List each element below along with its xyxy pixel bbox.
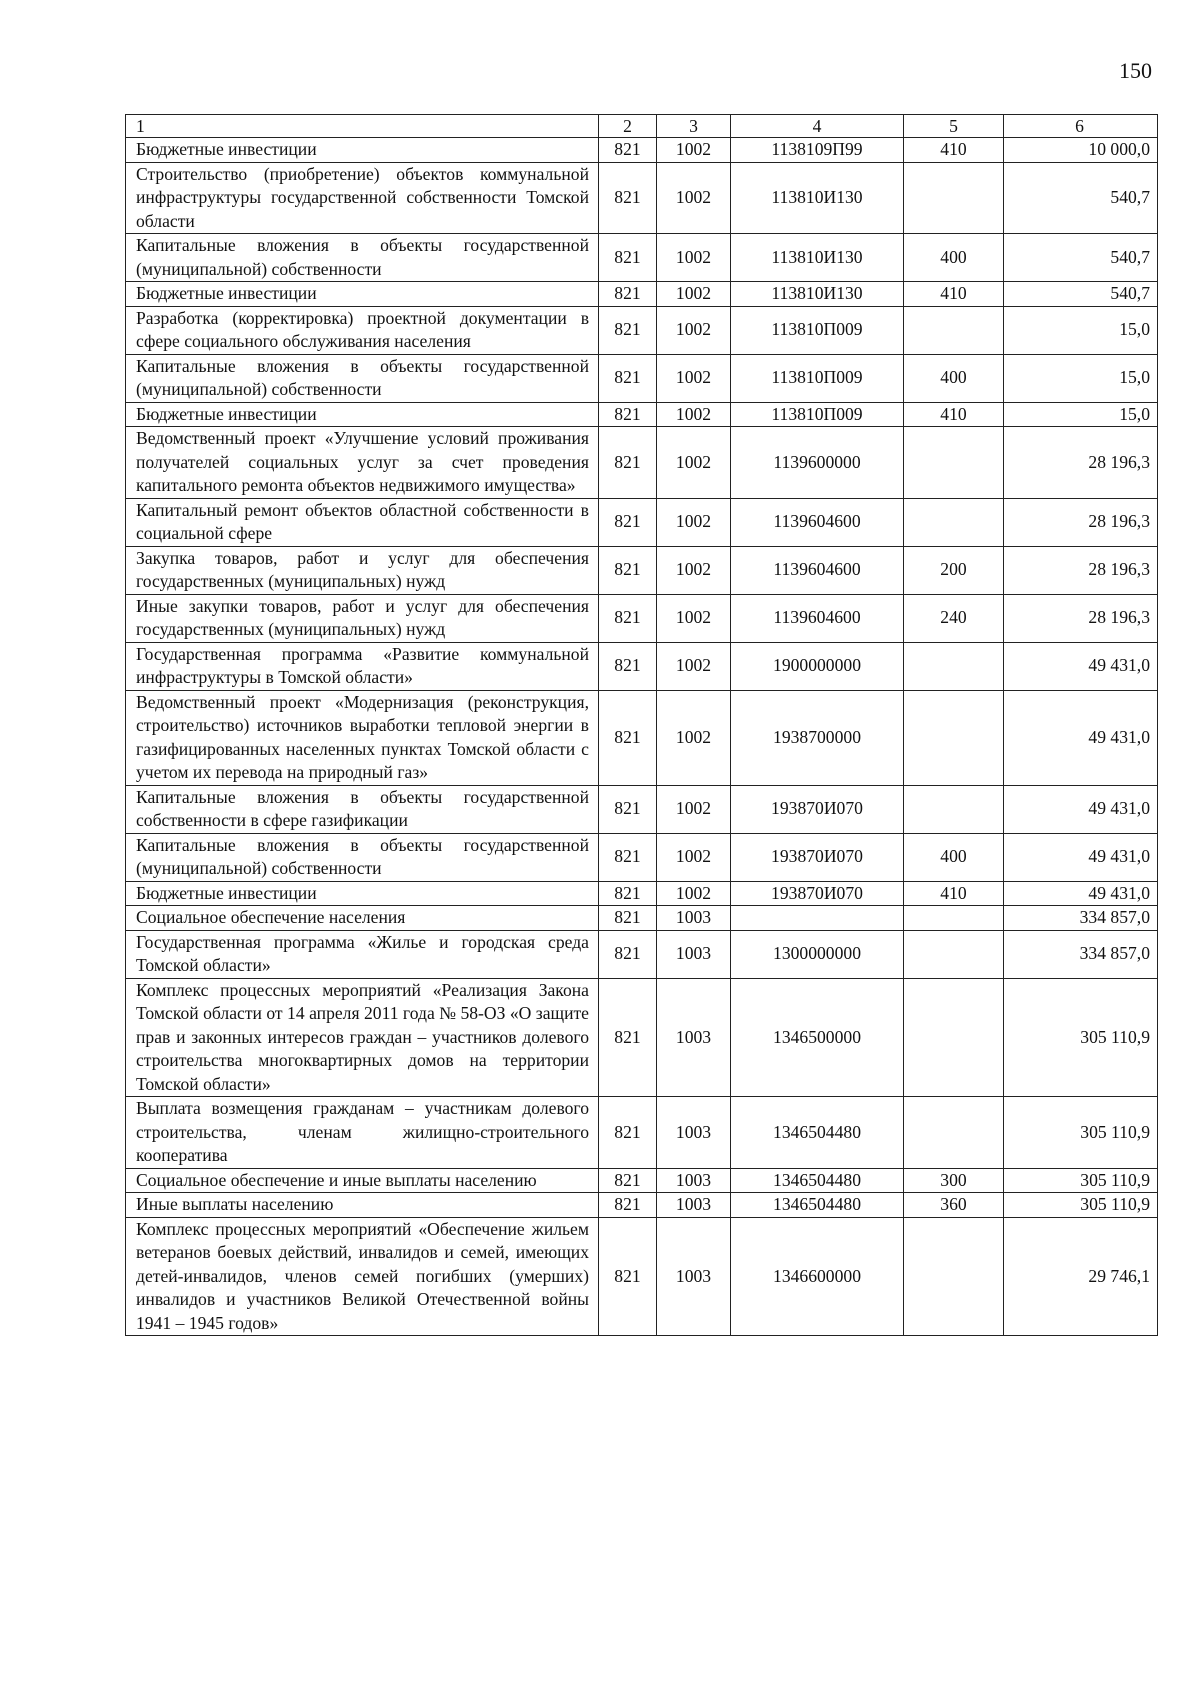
row-target-code: 1346600000 <box>731 1217 904 1336</box>
row-target-code: 113810П009 <box>731 306 904 354</box>
row-sum: 334 857,0 <box>1004 930 1158 978</box>
row-target-code: 193870И070 <box>731 881 904 906</box>
row-grbs-code: 821 <box>599 234 657 282</box>
row-grbs-code: 821 <box>599 785 657 833</box>
row-expense-type: 410 <box>904 282 1004 307</box>
row-name: Бюджетные инвестиции <box>126 138 599 163</box>
row-expense-type <box>904 1097 1004 1169</box>
row-sum: 15,0 <box>1004 354 1158 402</box>
row-name: Капитальные вложения в объекты государственной собственности в сфере газификации <box>126 785 599 833</box>
table-row <box>126 282 1158 307</box>
row-grbs-code: 821 <box>599 1097 657 1169</box>
table-row <box>126 138 1158 163</box>
row-section-code: 1003 <box>657 930 731 978</box>
row-grbs-code: 821 <box>599 402 657 427</box>
table-row <box>126 402 1158 427</box>
row-sum: 15,0 <box>1004 306 1158 354</box>
row-section-code: 1003 <box>657 1193 731 1218</box>
header-col-1: 1 <box>126 115 599 138</box>
budget-table <box>125 114 1158 1336</box>
table-row <box>126 833 1158 881</box>
row-target-code: 113810И130 <box>731 162 904 234</box>
row-sum: 305 110,9 <box>1004 1168 1158 1193</box>
row-name: Разработка (корректировка) проектной документации в сфере социального обслуживания населения <box>126 306 599 354</box>
row-section-code: 1002 <box>657 690 731 785</box>
row-expense-type <box>904 306 1004 354</box>
row-grbs-code: 821 <box>599 162 657 234</box>
row-target-code: 113810П009 <box>731 402 904 427</box>
row-name: Капитальные вложения в объекты государственной (муниципальной) собственности <box>126 354 599 402</box>
row-name: Комплекс процессных мероприятий «Обеспечение жильем ветеранов боевых действий, инвалидов и семей, имеющих детей-инвалидов, членов семей погибших (умерших) инвалидов и участников Великой Отечественной войны 1941 – 1945 годов» <box>126 1217 599 1336</box>
page-number: 150 <box>1119 58 1152 83</box>
table-row <box>126 906 1158 931</box>
row-target-code: 193870И070 <box>731 833 904 881</box>
row-expense-type <box>904 642 1004 690</box>
table-row <box>126 1193 1158 1218</box>
row-section-code: 1003 <box>657 978 731 1097</box>
row-sum: 49 431,0 <box>1004 881 1158 906</box>
table-row <box>126 690 1158 785</box>
row-grbs-code: 821 <box>599 930 657 978</box>
row-expense-type <box>904 427 1004 499</box>
row-name: Капитальные вложения в объекты государственной (муниципальной) собственности <box>126 833 599 881</box>
row-name: Выплата возмещения гражданам – участникам долевого строительства, членам жилищно-строительного кооператива <box>126 1097 599 1169</box>
table-row <box>126 234 1158 282</box>
table-row <box>126 930 1158 978</box>
row-grbs-code: 821 <box>599 546 657 594</box>
row-name: Социальное обеспечение населения <box>126 906 599 931</box>
row-name: Строительство (приобретение) объектов коммунальной инфраструктуры государственной собственности Томской области <box>126 162 599 234</box>
table-row <box>126 354 1158 402</box>
row-sum: 49 431,0 <box>1004 833 1158 881</box>
row-grbs-code: 821 <box>599 282 657 307</box>
row-grbs-code: 821 <box>599 978 657 1097</box>
row-sum: 540,7 <box>1004 234 1158 282</box>
row-name: Ведомственный проект «Модернизация (реконструкция, строительство) источников выработки тепловой энергии в газифицированных населенных пунктах Томской области с учетом их перевода на природный газ» <box>126 690 599 785</box>
row-sum: 334 857,0 <box>1004 906 1158 931</box>
row-sum: 49 431,0 <box>1004 642 1158 690</box>
row-expense-type <box>904 785 1004 833</box>
row-grbs-code: 821 <box>599 498 657 546</box>
row-grbs-code: 821 <box>599 138 657 163</box>
row-grbs-code: 821 <box>599 1193 657 1218</box>
row-section-code: 1002 <box>657 642 731 690</box>
row-sum: 305 110,9 <box>1004 978 1158 1097</box>
row-section-code: 1002 <box>657 833 731 881</box>
row-grbs-code: 821 <box>599 1217 657 1336</box>
row-name: Социальное обеспечение и иные выплаты населению <box>126 1168 599 1193</box>
row-target-code: 1139604600 <box>731 546 904 594</box>
row-section-code: 1002 <box>657 427 731 499</box>
table-row <box>126 1217 1158 1336</box>
table-row <box>126 978 1158 1097</box>
row-grbs-code: 821 <box>599 642 657 690</box>
row-name: Капитальный ремонт объектов областной собственности в социальной сфере <box>126 498 599 546</box>
row-expense-type: 410 <box>904 402 1004 427</box>
row-expense-type <box>904 930 1004 978</box>
row-section-code: 1002 <box>657 881 731 906</box>
row-section-code: 1002 <box>657 354 731 402</box>
row-grbs-code: 821 <box>599 833 657 881</box>
table-header-row <box>126 115 1158 138</box>
row-sum: 305 110,9 <box>1004 1097 1158 1169</box>
row-name: Иные выплаты населению <box>126 1193 599 1218</box>
row-expense-type <box>904 1217 1004 1336</box>
row-name: Ведомственный проект «Улучшение условий проживания получателей социальных услуг за счет проведения капитального ремонта объектов недвижимого имущества» <box>126 427 599 499</box>
row-target-code: 1139604600 <box>731 498 904 546</box>
row-grbs-code: 821 <box>599 881 657 906</box>
row-section-code: 1003 <box>657 1168 731 1193</box>
row-name: Бюджетные инвестиции <box>126 402 599 427</box>
row-name: Иные закупки товаров, работ и услуг для обеспечения государственных (муниципальных) нужд <box>126 594 599 642</box>
header-col-5: 5 <box>904 115 1004 138</box>
header-col-2: 2 <box>599 115 657 138</box>
row-target-code: 113810П009 <box>731 354 904 402</box>
row-sum: 49 431,0 <box>1004 785 1158 833</box>
row-section-code: 1002 <box>657 785 731 833</box>
table-row <box>126 785 1158 833</box>
row-name: Закупка товаров, работ и услуг для обеспечения государственных (муниципальных) нужд <box>126 546 599 594</box>
row-expense-type <box>904 162 1004 234</box>
row-name: Капитальные вложения в объекты государственной (муниципальной) собственности <box>126 234 599 282</box>
table-row <box>126 306 1158 354</box>
row-section-code: 1003 <box>657 1097 731 1169</box>
table-row <box>126 881 1158 906</box>
table-row <box>126 162 1158 234</box>
row-expense-type <box>904 690 1004 785</box>
table-row <box>126 427 1158 499</box>
row-target-code: 1138109П99 <box>731 138 904 163</box>
table-row <box>126 546 1158 594</box>
row-expense-type: 410 <box>904 138 1004 163</box>
row-expense-type: 400 <box>904 833 1004 881</box>
row-sum: 10 000,0 <box>1004 138 1158 163</box>
row-sum: 305 110,9 <box>1004 1193 1158 1218</box>
row-section-code: 1002 <box>657 162 731 234</box>
table-row <box>126 642 1158 690</box>
row-sum: 28 196,3 <box>1004 546 1158 594</box>
row-grbs-code: 821 <box>599 1168 657 1193</box>
table-row <box>126 594 1158 642</box>
row-target-code: 113810И130 <box>731 234 904 282</box>
row-grbs-code: 821 <box>599 427 657 499</box>
row-sum: 540,7 <box>1004 282 1158 307</box>
row-expense-type <box>904 498 1004 546</box>
row-target-code: 1346500000 <box>731 978 904 1097</box>
header-col-3: 3 <box>657 115 731 138</box>
row-target-code: 1300000000 <box>731 930 904 978</box>
row-grbs-code: 821 <box>599 594 657 642</box>
row-section-code: 1002 <box>657 234 731 282</box>
row-name: Государственная программа «Жилье и городская среда Томской области» <box>126 930 599 978</box>
row-sum: 49 431,0 <box>1004 690 1158 785</box>
row-section-code: 1002 <box>657 306 731 354</box>
row-target-code: 1346504480 <box>731 1193 904 1218</box>
row-target-code: 193870И070 <box>731 785 904 833</box>
row-expense-type: 200 <box>904 546 1004 594</box>
row-section-code: 1002 <box>657 402 731 427</box>
row-target-code: 1346504480 <box>731 1097 904 1169</box>
table-row <box>126 1168 1158 1193</box>
header-col-4: 4 <box>731 115 904 138</box>
row-expense-type: 400 <box>904 234 1004 282</box>
row-section-code: 1002 <box>657 594 731 642</box>
row-target-code: 113810И130 <box>731 282 904 307</box>
row-expense-type: 400 <box>904 354 1004 402</box>
row-sum: 540,7 <box>1004 162 1158 234</box>
row-sum: 28 196,3 <box>1004 427 1158 499</box>
row-expense-type <box>904 906 1004 931</box>
table-row <box>126 1097 1158 1169</box>
row-target-code: 1938700000 <box>731 690 904 785</box>
table-row <box>126 498 1158 546</box>
row-grbs-code: 821 <box>599 690 657 785</box>
row-target-code: 1139604600 <box>731 594 904 642</box>
row-target-code: 1139600000 <box>731 427 904 499</box>
row-sum: 15,0 <box>1004 402 1158 427</box>
row-grbs-code: 821 <box>599 906 657 931</box>
row-name: Бюджетные инвестиции <box>126 881 599 906</box>
row-section-code: 1002 <box>657 138 731 163</box>
row-expense-type: 300 <box>904 1168 1004 1193</box>
row-sum: 28 196,3 <box>1004 498 1158 546</box>
row-sum: 28 196,3 <box>1004 594 1158 642</box>
row-section-code: 1002 <box>657 282 731 307</box>
row-section-code: 1002 <box>657 546 731 594</box>
row-section-code: 1003 <box>657 906 731 931</box>
row-section-code: 1002 <box>657 498 731 546</box>
row-expense-type: 360 <box>904 1193 1004 1218</box>
row-expense-type: 240 <box>904 594 1004 642</box>
header-col-6: 6 <box>1004 115 1158 138</box>
row-name: Бюджетные инвестиции <box>126 282 599 307</box>
row-sum: 29 746,1 <box>1004 1217 1158 1336</box>
row-target-code: 1900000000 <box>731 642 904 690</box>
row-target-code: 1346504480 <box>731 1168 904 1193</box>
row-grbs-code: 821 <box>599 306 657 354</box>
row-name: Комплекс процессных мероприятий «Реализация Закона Томской области от 14 апреля 2011 года № 58-ОЗ «О защите прав и законных интересов граждан – участников долевого строительства многоквартирных домов на территории Томской области» <box>126 978 599 1097</box>
row-section-code: 1003 <box>657 1217 731 1336</box>
row-grbs-code: 821 <box>599 354 657 402</box>
row-name: Государственная программа «Развитие коммунальной инфраструктуры в Томской области» <box>126 642 599 690</box>
row-expense-type <box>904 978 1004 1097</box>
row-expense-type: 410 <box>904 881 1004 906</box>
row-target-code <box>731 906 904 931</box>
